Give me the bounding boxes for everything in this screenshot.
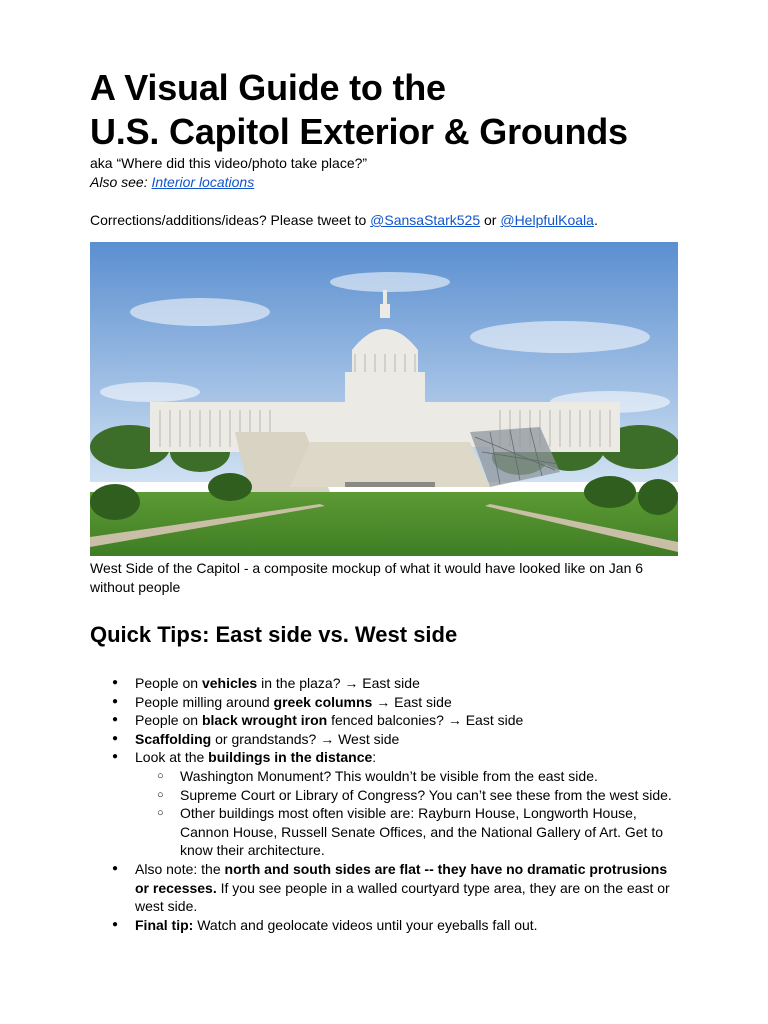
- list-item: [90, 730, 680, 749]
- document-page: [90, 0, 680, 934]
- tip-bold: vehicles: [201, 675, 258, 691]
- list-item: [90, 748, 680, 860]
- tip-text: in the plaza? → East side: [257, 675, 420, 691]
- aka-line: aka “Where did this video/photo take place?”: [90, 155, 368, 171]
- tip-text: If you see people in a walled courtyard type area, they are on the east or west side.: [135, 879, 670, 915]
- platform: [290, 442, 490, 487]
- tip-text: People milling around: [135, 693, 274, 710]
- list-item: [90, 711, 680, 730]
- list-item: [90, 860, 680, 916]
- tip-text: Watch and geolocate videos until your eyeballs fall out.: [193, 916, 538, 933]
- or-text: or: [480, 212, 501, 228]
- tip-text: People on: [135, 712, 202, 729]
- quick-tips-heading: Quick Tips: East side vs. West side: [90, 622, 458, 647]
- sansastark-link[interactable]: @SansaStark525: [370, 212, 481, 228]
- period-text: .: [593, 212, 598, 228]
- helpfulkoala-link[interactable]: @HelpfulKoala: [500, 212, 594, 228]
- distance-buildings-sublist: [135, 767, 680, 860]
- tip-text: People on: [135, 675, 202, 691]
- capitol-illustration: [90, 242, 678, 556]
- list-item: [90, 916, 680, 935]
- list-item: ○ Other buildings most often visible are: Rayburn House, Longworth House, Cannon House, Russell Senate Offices, and the National Gallery of Art. Get to know their architecture.: [135, 804, 680, 860]
- photo-caption: West Side of the Capitol - a composite mockup of what it would have looked like on Jan 6 without people: [90, 560, 644, 595]
- tip-bold: black wrought iron: [201, 712, 328, 729]
- tip-text: or grandstands? → West side: [211, 730, 400, 747]
- also-see-label: Also see:: [90, 174, 152, 190]
- tip-text: → East side: [372, 693, 452, 710]
- tip-bold: greek columns: [273, 693, 373, 710]
- title-line-2: U.S. Capitol Exterior & Grounds: [90, 111, 628, 152]
- title-line-1: A Visual Guide to the: [90, 67, 446, 108]
- tip-bold: north and south sides are flat -- they have no dramatic protrusions or recesses.: [135, 860, 668, 896]
- tip-bold: Scaffolding: [135, 730, 212, 747]
- list-item: ○ Supreme Court or Library of Congress? You can’t see these from the west side.: [135, 786, 680, 805]
- document-title: [90, 66, 680, 154]
- list-item: [90, 693, 680, 712]
- tip-text: Also note: the: [135, 860, 225, 877]
- capitol-photo: [90, 242, 678, 556]
- tip-text: :: [372, 749, 377, 766]
- interior-locations-link[interactable]: Interior locations: [151, 174, 255, 190]
- corrections-line: [90, 211, 680, 230]
- fence: [345, 482, 435, 487]
- tip-text: Look at the: [135, 749, 209, 766]
- tip-text: fenced balconies? → East side: [327, 712, 524, 729]
- also-see-line: [90, 173, 680, 192]
- list-item: [90, 674, 680, 693]
- tips-list: [90, 674, 680, 934]
- tip-bold: buildings in the distance: [208, 749, 373, 766]
- tip-bold: Final tip:: [135, 916, 194, 933]
- list-item: ○ Washington Monument? This wouldn’t be visible from the east side.: [135, 767, 680, 786]
- corrections-text: Corrections/additions/ideas? Please tweet to: [90, 212, 371, 228]
